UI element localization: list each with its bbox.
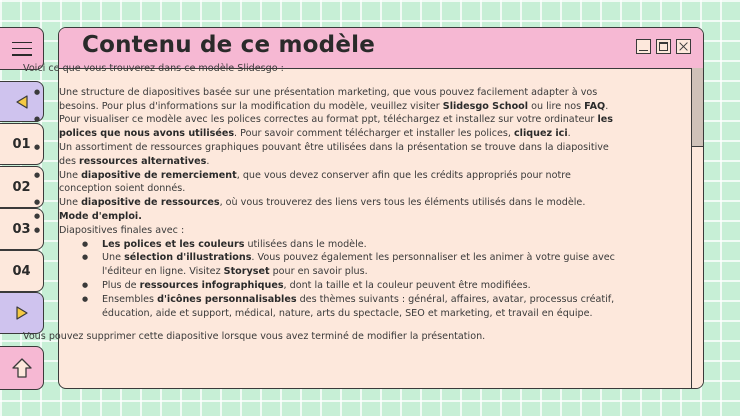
sidebar-item-label: 02 — [12, 179, 31, 195]
menu-icon — [12, 42, 32, 56]
storyset-link[interactable]: Storyset — [223, 266, 270, 278]
sub-list-item: ● Ensembles d'icônes personnalisables des thèmes suivants : général, affaires, avatar, processus créatif, éducation, aide et support, médical, nature, arts du spectacle, SEO et marketing, et travail en équipe. — [59, 293, 623, 321]
intro-text: Voici ce que vous trouverez dans ce modèle Slidesgo : — [23, 63, 284, 74]
arrow-up-icon — [11, 357, 33, 379]
list-item: ● Une diapositive de remerciement, que vous devez conserver afin que les crédits appropriés pour notre conception soient donnés. — [23, 169, 623, 197]
maximize-button[interactable] — [656, 39, 671, 54]
faq-link[interactable]: FAQ — [584, 100, 606, 112]
sidebar-item-label: 04 — [12, 263, 31, 279]
content-body — [23, 62, 623, 344]
list-item: ● Une diapositive de ressources, où vous trouverez des liens vers tous les éléments utilisés dans le modèle. — [23, 196, 623, 210]
scroll-up-button[interactable] — [0, 346, 44, 390]
list-item: ● Pour visualiser ce modèle avec les polices correctes au format ppt, téléchargez et installez sur votre ordinateur les polices que nous avons utilisées. Pour savoir comment télécharger et installer les polices, cliquez ici. — [23, 113, 623, 141]
sidebar-item-label: 01 — [12, 136, 31, 152]
list-item — [23, 210, 623, 224]
list-item: ● Diapositives finales avec : ● Les polices et les couleurs utilisées dans le modèle. ● Une sélection d'illustrations. Vous pouvez également les personnaliser et les animer à votre guise avec l'éditeur en ligne. Visitez Storyset pour en savoir plus. ● Plus de ressources infographiques, dont la taille et la couleur peuvent être modifiées. ● Ensembles d'icônes personnalisables des thèmes suivants : général, affaires, avatar, processus créatif, éducation, aide et support, médical, nature, arts du spectacle, SEO et marketing, et travail en équipe. — [23, 224, 623, 321]
click-here-link[interactable]: cliquez ici — [513, 128, 568, 140]
thanks-slide-link[interactable]: diapositive de remerciement — [81, 169, 237, 181]
infographics-link[interactable]: ressources infographiques — [139, 279, 284, 291]
scrollbar-thumb[interactable] — [692, 68, 703, 147]
fonts-colors-link[interactable]: Les polices et les couleurs — [102, 238, 245, 250]
list-item: ● Un assortiment de ressources graphiques pouvant être utilisées dans la présentation se trouve dans la diapositive des ressources alternatives. — [23, 141, 623, 169]
sidebar-item-label: 03 — [12, 221, 31, 237]
resources-slide-link[interactable]: diapositive de ressources — [81, 197, 220, 209]
fonts-link[interactable]: les polices que nous avons utilisées — [59, 114, 613, 140]
illustrations-link[interactable]: sélection d'illustrations — [124, 252, 252, 264]
sub-list-item: ● Une sélection d'illustrations. Vous pouvez également les personnaliser et les animer à votre guise avec l'éditeur en ligne. Visitez Storyset pour en savoir plus. — [59, 251, 623, 279]
sub-list-item: ● Plus de ressources infographiques, dont la taille et la couleur peuvent être modifiées. — [59, 279, 623, 293]
sub-list-item: ● Les polices et les couleurs utilisées dans le modèle. — [59, 238, 623, 252]
close-button[interactable] — [676, 39, 691, 54]
icons-link[interactable]: d'icônes personnalisables — [157, 293, 297, 305]
window-controls — [636, 39, 691, 54]
slidesgo-school-link[interactable]: Slidesgo School — [442, 100, 529, 112]
scrollbar[interactable] — [691, 68, 703, 388]
alternative-resources-link[interactable]: ressources alternatives — [79, 155, 207, 167]
instructions-link[interactable]: Mode d'emploi. — [59, 210, 142, 222]
minimize-button[interactable] — [636, 39, 651, 54]
outro-text: Vous pouvez supprimer cette diapositive lorsque vous avez terminé de modifier la présentation. — [23, 331, 486, 343]
list-item: ● Une structure de diapositives basée sur une présentation marketing, que vous pouvez facilement adapter à vos besoins. Pour plus d'informations sur la modification du modèle, veuillez visiter Slidesgo School ou lire nos FAQ. — [23, 86, 623, 114]
window-title: Contenu de ce modèle — [82, 32, 376, 58]
